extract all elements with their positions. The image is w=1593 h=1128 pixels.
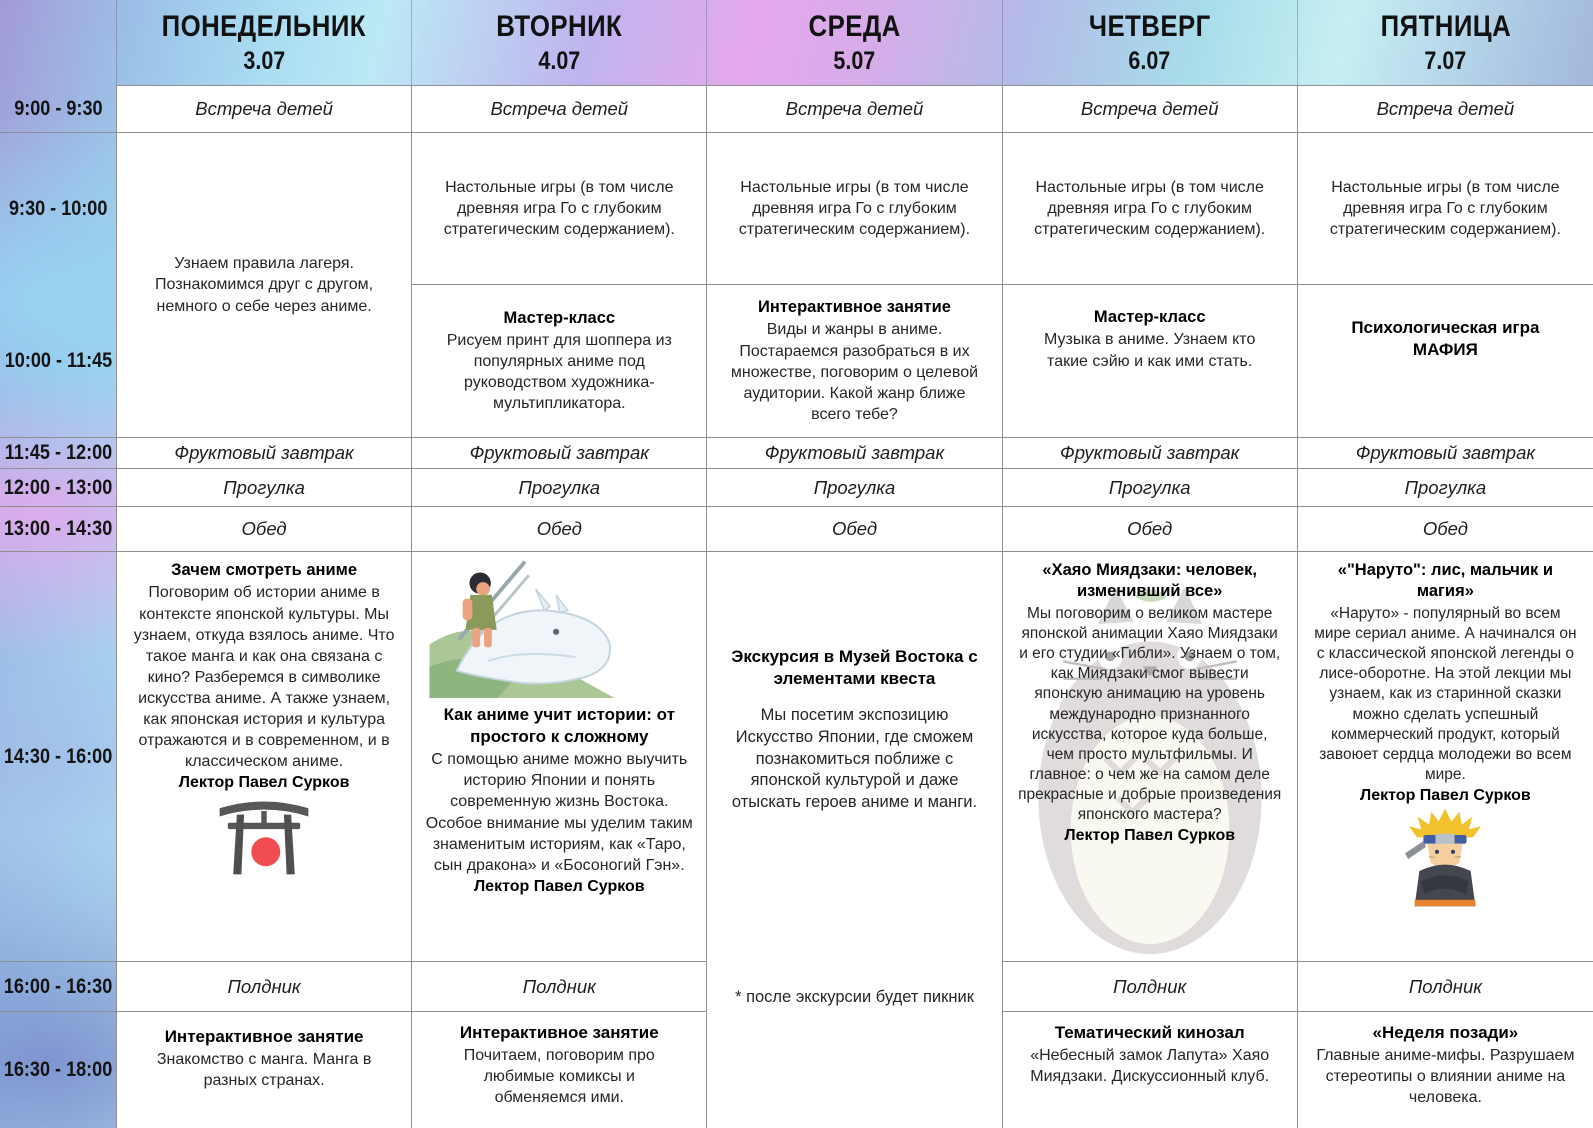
cell-wednesday-excursion: Экскурсия в Музей Востока с элементами квеста Мы посетим экспозицию Искусство Японии, где сможем познакомиться поближе с японской культурой и даже отыскать героев аниме и манги. * после экскурсии будет пикник — [707, 552, 1002, 1128]
cell-friday-evening: «Неделя позади» Главные аниме-мифы. Разрушаем стереотипы о влиянии аниме на человека. — [1298, 1012, 1593, 1128]
cell-tuesday-walk: Прогулка — [412, 469, 707, 507]
cell-friday-fruit-breakfast: Фруктовый завтрак — [1298, 438, 1593, 469]
day-header-thursday — [1003, 0, 1298, 85]
cell-thursday-snack: Полдник — [1003, 962, 1298, 1012]
day-date: 5.07 — [833, 46, 876, 75]
time-slot-1600: 16:00 - 16:30 — [0, 962, 117, 1012]
time-slot-1300: 13:00 - 14:30 — [0, 507, 117, 552]
cell-wednesday-interactive: Интерактивное занятие Виды и жанры в аниме. Постараемся разобраться в их множестве, поговорим о целевой аудитории. Какой жанр ближе всего тебе? — [707, 285, 1002, 438]
day-date: 4.07 — [538, 46, 581, 75]
cell-tuesday-meeting: Встреча детей — [412, 85, 707, 133]
time-slot-1630: 16:30 - 18:00 — [0, 1012, 117, 1128]
time-slot-1430: 14:30 - 16:00 — [0, 552, 117, 962]
cell-monday-morning: Узнаем правила лагеря. Познакомимся друг с другом, немного о себе через аниме. — [117, 133, 412, 438]
cell-tuesday-snack: Полдник — [412, 962, 707, 1012]
day-header-friday — [1298, 0, 1593, 85]
time-slot-900: 9:00 - 9:30 — [0, 85, 117, 133]
header-corner — [0, 0, 117, 85]
cell-monday-evening: Интерактивное занятие Знакомство с манга. Манга в разных странах. — [117, 1012, 412, 1128]
day-name: ВТОРНИК — [496, 9, 623, 43]
cell-wednesday-lunch: Обед — [707, 507, 1002, 552]
cell-wednesday-board-games: Настольные игры (в том числе древняя игра Го с глубоким стратегическим содержанием). — [707, 133, 1002, 285]
day-date: 7.07 — [1424, 46, 1467, 75]
day-name: СРЕДА — [808, 9, 901, 43]
cell-friday-lunch: Обед — [1298, 507, 1593, 552]
cell-friday-board-games: Настольные игры (в том числе древняя игра Го с глубоким стратегическим содержанием). — [1298, 133, 1593, 285]
cell-friday-snack: Полдник — [1298, 962, 1593, 1012]
cell-thursday-evening: Тематический кинозал «Небесный замок Лапута» Хаяо Миядзаки. Дискуссионный клуб. — [1003, 1012, 1298, 1128]
time-slot-1200: 12:00 - 13:00 — [0, 469, 117, 507]
time-slot-1145: 11:45 - 12:00 — [0, 438, 117, 469]
excursion-picnic-note: * после экскурсии будет пикник — [735, 987, 974, 1006]
cell-tuesday-lecture: Как аниме учит истории: от простого к сложному С помощью аниме можно выучить историю Японии и понять современную жизнь Востока. Особое внимание мы уделим таким знаменитым историям, как «Таро, сын дракона» и «Босоногий Гэн». Лектор Павел Сурков — [412, 552, 707, 962]
cell-monday-lunch: Обед — [117, 507, 412, 552]
cell-thursday-meeting: Встреча детей — [1003, 85, 1298, 133]
cell-tuesday-evening: Интерактивное занятие Почитаем, поговорим про любимые комиксы и обменяемся ими. — [412, 1012, 707, 1128]
cell-tuesday-board-games: Настольные игры (в том числе древняя игра Го с глубоким стратегическим содержанием). — [412, 133, 707, 285]
torii-gate-icon — [212, 792, 316, 878]
day-header-wednesday — [707, 0, 1002, 85]
cell-monday-snack: Полдник — [117, 962, 412, 1012]
cell-wednesday-fruit-breakfast: Фруктовый завтрак — [707, 438, 1002, 469]
cell-monday-lecture: Зачем смотреть аниме Поговорим об истории аниме в контексте японской культуры. Мы узнаем, откуда взялось аниме. Что такое манга и как она связана с кино? Разберемся в символике искусства аниме. А также узнаем, как японская история и культура отражаются и в современном, и в классическом аниме. Лектор Павел Сурков — [117, 552, 412, 962]
time-slot-1000: 10:00 - 11:45 — [0, 285, 117, 438]
day-header-monday — [117, 0, 412, 85]
taro-dragon-illustration — [422, 552, 692, 698]
cell-friday-mafia-game: Психологическая игра МАФИЯ — [1298, 285, 1593, 438]
cell-wednesday-meeting: Встреча детей — [707, 85, 1002, 133]
cell-tuesday-lunch: Обед — [412, 507, 707, 552]
cell-thursday-walk: Прогулка — [1003, 469, 1298, 507]
day-name: ЧЕТВЕРГ — [1088, 9, 1211, 43]
day-date: 6.07 — [1128, 46, 1171, 75]
cell-thursday-lecture: «Хаяо Миядзаки: человек, изменивший все» Мы поговорим о великом мастере японской анимации Хаяо Миядзаки и его студии «Гибли». Узнаем о том, как Миядзаки смог вывести японскую анимацию на уровень международно признанного искусства, которое куда больше, чем просто мультфильмы. И главное: о чем же на самом деле прекрасные и добрые произведения японского мастера? Лектор Павел Сурков — [1003, 552, 1298, 962]
day-name: ПЯТНИЦА — [1380, 9, 1511, 43]
cell-monday-meeting: Встреча детей — [117, 85, 412, 133]
cell-friday-lecture: «"Наруто": лис, мальчик и магия» «Наруто» - популярный во всем мире сериал аниме. А начинался он с классической японской легенды о лисе-оборотне. На этой лекции мы узнаем, как из старинной сказки можно сделать успешный коммерческий продукт, который завоюет сердца молодежи во всем мире. Лектор Павел Сурков — [1298, 552, 1593, 962]
cell-thursday-fruit-breakfast: Фруктовый завтрак — [1003, 438, 1298, 469]
day-date: 3.07 — [243, 46, 286, 75]
cell-thursday-workshop: Мастер-класс Музыка в аниме. Узнаем кто такие сэйю и как ими стать. — [1003, 285, 1298, 438]
cell-tuesday-fruit-breakfast: Фруктовый завтрак — [412, 438, 707, 469]
time-slot-930: 9:30 - 10:00 — [0, 133, 117, 285]
cell-wednesday-walk: Прогулка — [707, 469, 1002, 507]
cell-friday-meeting: Встреча детей — [1298, 85, 1593, 133]
day-header-tuesday — [412, 0, 707, 85]
cell-monday-fruit-breakfast: Фруктовый завтрак — [117, 438, 412, 469]
cell-friday-walk: Прогулка — [1298, 469, 1593, 507]
cell-monday-walk: Прогулка — [117, 469, 412, 507]
naruto-illustration — [1389, 807, 1501, 911]
cell-thursday-lunch: Обед — [1003, 507, 1298, 552]
cell-tuesday-workshop: Мастер-класс Рисуем принт для шоппера из популярных аниме под руководством художника-мультипликатора. — [412, 285, 707, 438]
day-name: ПОНЕДЕЛЬНИК — [161, 9, 367, 43]
cell-thursday-board-games: Настольные игры (в том числе древняя игра Го с глубоким стратегическим содержанием). — [1003, 133, 1298, 285]
